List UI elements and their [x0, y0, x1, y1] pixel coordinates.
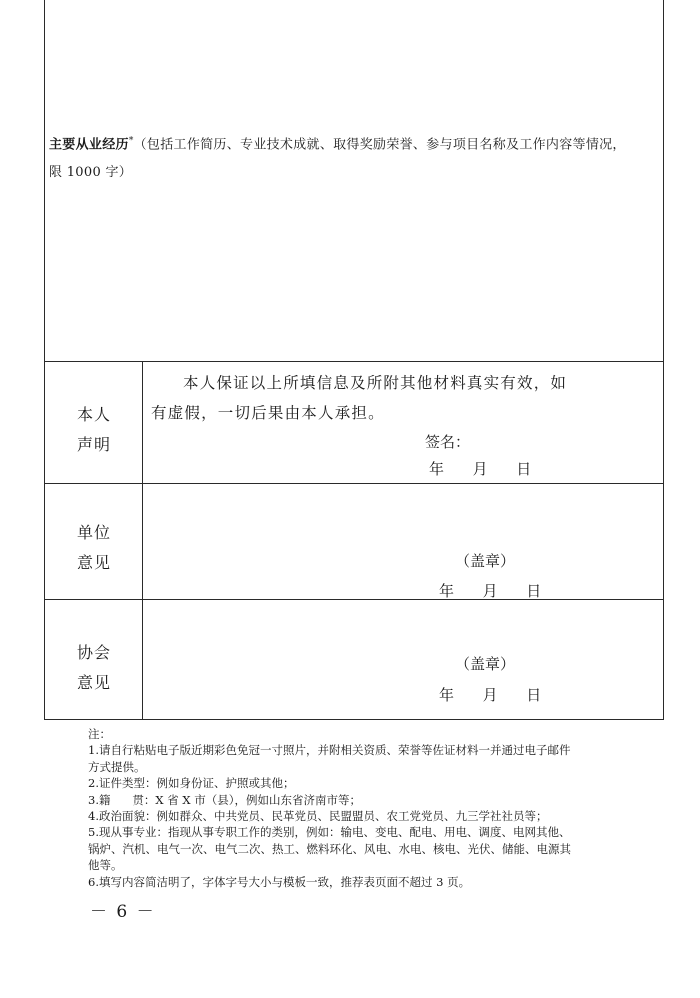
- work-experience-section: [45, 0, 663, 362]
- association-opinion-label-line2: 意见: [76, 673, 111, 692]
- declaration-label-line1: 本人: [76, 405, 111, 424]
- association-opinion-label-cell: [45, 600, 143, 720]
- association-opinion-date: 年 月 日: [439, 686, 542, 704]
- notes-heading: 注：: [88, 727, 111, 741]
- note-line: 方式提供。: [88, 759, 146, 774]
- note-line: 4.政治面貌：例如群众、中共党员、民革党员、民盟盟员、农工党党员、九三学社社员等；: [88, 809, 548, 824]
- note-line: 3.籍 贯：X 省 X 市（县），例如山东省济南市等；: [88, 792, 361, 807]
- note-line: 锅炉、汽机、电气一次、电气二次、热工、燃料环化、风电、水电、核电、光伏、储能、电源其: [88, 841, 571, 856]
- note-line: 他等。: [88, 858, 123, 873]
- required-mark: *: [128, 136, 134, 146]
- unit-opinion-date: 年 月 日: [439, 582, 542, 600]
- association-opinion-row: [45, 600, 663, 720]
- declaration-label-cell: [45, 362, 143, 483]
- unit-opinion-label-line1: 单位: [76, 523, 111, 542]
- association-opinion-label-line1: 协会: [76, 643, 111, 662]
- declaration-label-line2: 声明: [76, 435, 111, 454]
- declaration-date: 年 月 日: [429, 460, 532, 478]
- declaration-row: [45, 362, 663, 484]
- unit-opinion-row: [45, 484, 663, 600]
- work-experience-hint: （包括工作简历、专业技术成就、取得奖励荣誉、参与项目名称及工作内容等情况，: [133, 137, 626, 153]
- unit-opinion-label-line2: 意见: [76, 553, 111, 572]
- work-experience-hint-limit: 限 1000 字）: [49, 165, 133, 181]
- page-number: － 6 －: [90, 902, 156, 922]
- signature-field: 签名：: [425, 433, 471, 451]
- declaration-text-line1: 本人保证以上所填信息及所附其他材料真实有效，如: [183, 374, 568, 392]
- application-form-table: [44, 0, 664, 720]
- work-experience-prompt: [49, 127, 661, 187]
- note-line: 2.证件类型：例如身份证、护照或其他；: [88, 776, 295, 791]
- unit-opinion-label-cell: [45, 484, 143, 599]
- work-experience-title: 主要从业经历: [49, 137, 129, 153]
- declaration-text-line2: 有虚假，一切后果由本人承担。: [151, 404, 385, 422]
- note-line: 1.请自行粘贴电子版近期彩色免冠一寸照片，并附相关资质、荣誉等佐证材料一并通过电子邮件: [88, 743, 571, 758]
- notes-section: [88, 726, 648, 890]
- association-seal: （盖章）: [455, 655, 516, 673]
- note-line: 5.现从事专业：指现从事专职工作的类别，例如：输电、变电、配电、用电、调度、电网其他、: [88, 825, 571, 840]
- unit-seal: （盖章）: [455, 552, 516, 570]
- note-line: 6.填写内容简洁明了，字体字号大小与模板一致，推荐表页面不超过 3 页。: [88, 874, 471, 889]
